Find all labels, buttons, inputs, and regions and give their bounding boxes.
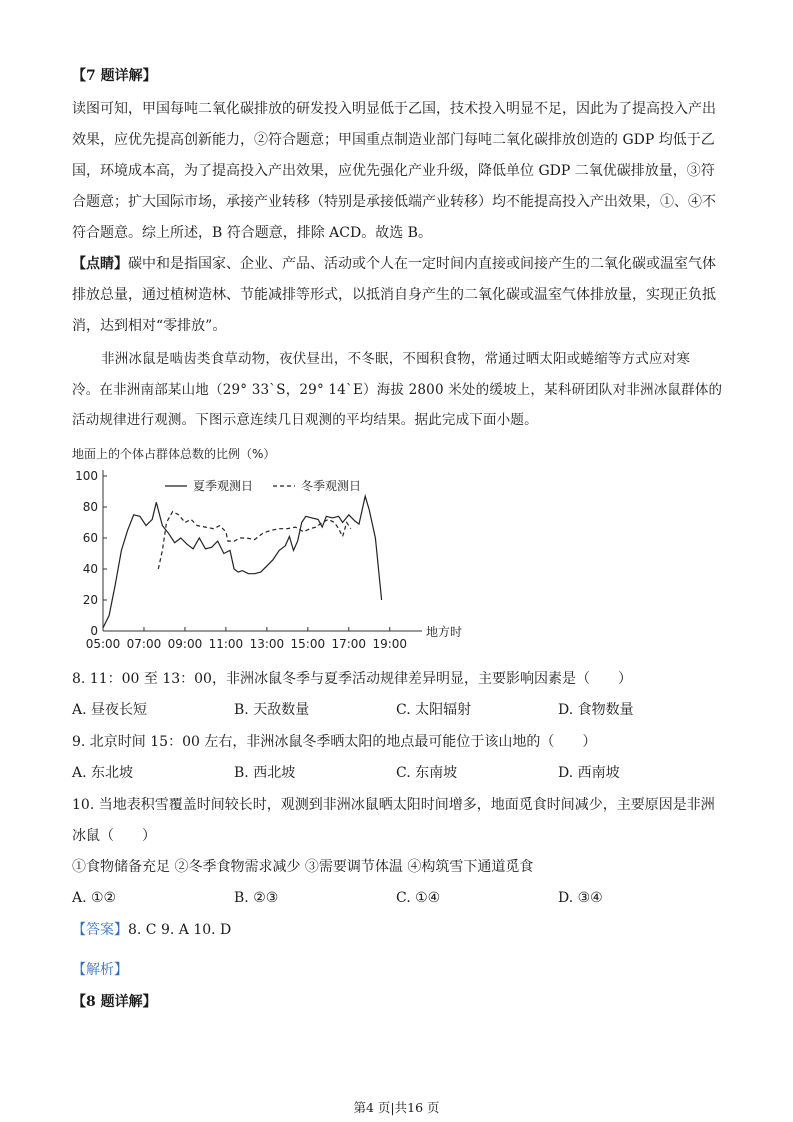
q8-option-b: B. 天敌数量 [234, 702, 310, 718]
q8-option-a: A. 昼夜长短 [72, 702, 148, 718]
q10-stem: 10. 当地表积雪覆盖时间较长时，观测到非洲冰鼠晒太阳时间增多，地面觅食时间减少，主要原因是非洲 [72, 797, 715, 813]
chart-y-tick-label: 80 [82, 500, 98, 514]
page-footer: 第4 页|共16 页 [353, 1100, 440, 1115]
q7-detail-header: 【7 题详解】 [72, 68, 157, 84]
q8-stem: 8. 11：00 至 13：00，非洲冰鼠冬季与夏季活动规律差异明显，主要影响因素是（ ） [72, 671, 632, 687]
chart-ylabel: 地面上的个体占群体总数的比例（%） [72, 447, 276, 461]
q7-detail-line: 合题意；扩大国际市场，承接产业转移（特别是承接低端产业转移）均不能提高投入产出效果，①、④不 [72, 194, 716, 210]
q9-option-c: C. 东南坡 [396, 765, 458, 781]
passage-line: 活动规律进行观测。下图示意连续几日观测的平均结果。据此完成下面小题。 [72, 412, 538, 428]
q7-detail-line: 符合题意。综上所述，B 符合题意，排除 ACD。故选 B。 [72, 225, 432, 241]
q7-detail-line: 国，环境成本高，为了提高投入产出效果，应优先强化产业升级，降低单位 GDP 二氧优碳排放量，③符 [72, 163, 715, 179]
chart-x-tick-label: 13:00 [249, 637, 285, 651]
legend-label-summer: 夏季观测日 [193, 479, 254, 493]
answer-line [72, 920, 231, 940]
legend-label-winter: 冬季观测日 [301, 479, 362, 493]
q10-option-b: B. ②③ [234, 890, 279, 906]
comment-line-2: 排放总量，通过植树造林、节能减排等形式，以抵消自身产生的二氧化碳或温室气体排放量，实现正负抵 [72, 287, 716, 303]
q10-stem-cont: 冰鼠（ ） [72, 828, 156, 844]
chart-x-tick-label: 19:00 [372, 637, 408, 651]
chart-y-tick-label: 20 [82, 593, 98, 607]
q9-option-d: D. 西南坡 [558, 765, 620, 781]
chart-y-tick-label: 0 [90, 624, 98, 638]
q9-option-a: A. 东北坡 [72, 765, 134, 781]
q8-detail-header: 【8 题详解】 [72, 994, 157, 1010]
chart-x-tick-label: 15:00 [290, 637, 326, 651]
analysis-label: 【解析】 [72, 962, 128, 978]
q9-option-b: B. 西北坡 [234, 765, 296, 781]
comment-label: 【点睛】 [72, 256, 128, 272]
passage-line: 冷。在非洲南部某山地（29° 33`S，29° 14`E）海拔 2800 米处的缓坡上，某科研团队对非洲冰鼠群体的 [72, 382, 723, 398]
chart-x-tick-label: 09:00 [167, 637, 203, 651]
q7-detail-line: 读图可知，甲国每吨二氧化碳排放的研发投入明显低于乙国，技术投入明显不足，因此为了提高投入产出 [72, 101, 716, 117]
answer-label: 【答案】 [72, 922, 128, 938]
chart-series-line-1 [103, 496, 382, 628]
activity-line-chart [60, 440, 490, 652]
q8-option-c: C. 太阳辐射 [396, 702, 472, 718]
q8-option-d: D. 食物数量 [558, 702, 634, 718]
chart-xlabel: 地方时 [426, 625, 463, 639]
q10-option-d: D. ③④ [558, 890, 603, 906]
chart-x-tick-label: 05:00 [85, 637, 121, 651]
answer-text: 8. C 9. A 10. D [128, 922, 232, 938]
q9-stem: 9. 北京时间 15：00 左右，非洲冰鼠冬季晒太阳的地点最可能位于该山地的（ ） [72, 734, 597, 750]
q10-option-a: A. ①② [72, 890, 117, 906]
chart-x-tick-label: 17:00 [331, 637, 367, 651]
chart-series-line-2 [158, 512, 350, 569]
chart-y-tick-label: 40 [82, 562, 98, 576]
comment-line-3: 消，达到相对“零排放”。 [72, 318, 227, 334]
q10-statements: ①食物储备充足 ②冬季食物需求减少 ③需要调节体温 ④构筑雪下通道觅食 [72, 859, 534, 875]
chart-x-tick-label: 11:00 [208, 637, 244, 651]
chart-y-tick-label: 60 [82, 531, 98, 545]
comment-line-1 [72, 254, 716, 274]
chart-x-tick-label: 07:00 [126, 637, 162, 651]
q7-detail-line: 效果，应优先提高创新能力，②符合题意；甲国重点制造业部门每吨二氧化碳排放创造的 GDP 均低于乙 [72, 132, 715, 148]
passage-line: 非洲冰鼠是啮齿类食草动物，夜伏昼出，不冬眠，不囤积食物，常通过晒太阳或蜷缩等方式应对寒 [101, 351, 691, 367]
chart-y-tick-label: 100 [75, 469, 98, 483]
comment-text: 碳中和是指国家、企业、产品、活动或个人在一定时间内直接或间接产生的二氧化碳或温室气体 [128, 256, 716, 272]
q10-option-c: C. ①④ [396, 890, 441, 906]
